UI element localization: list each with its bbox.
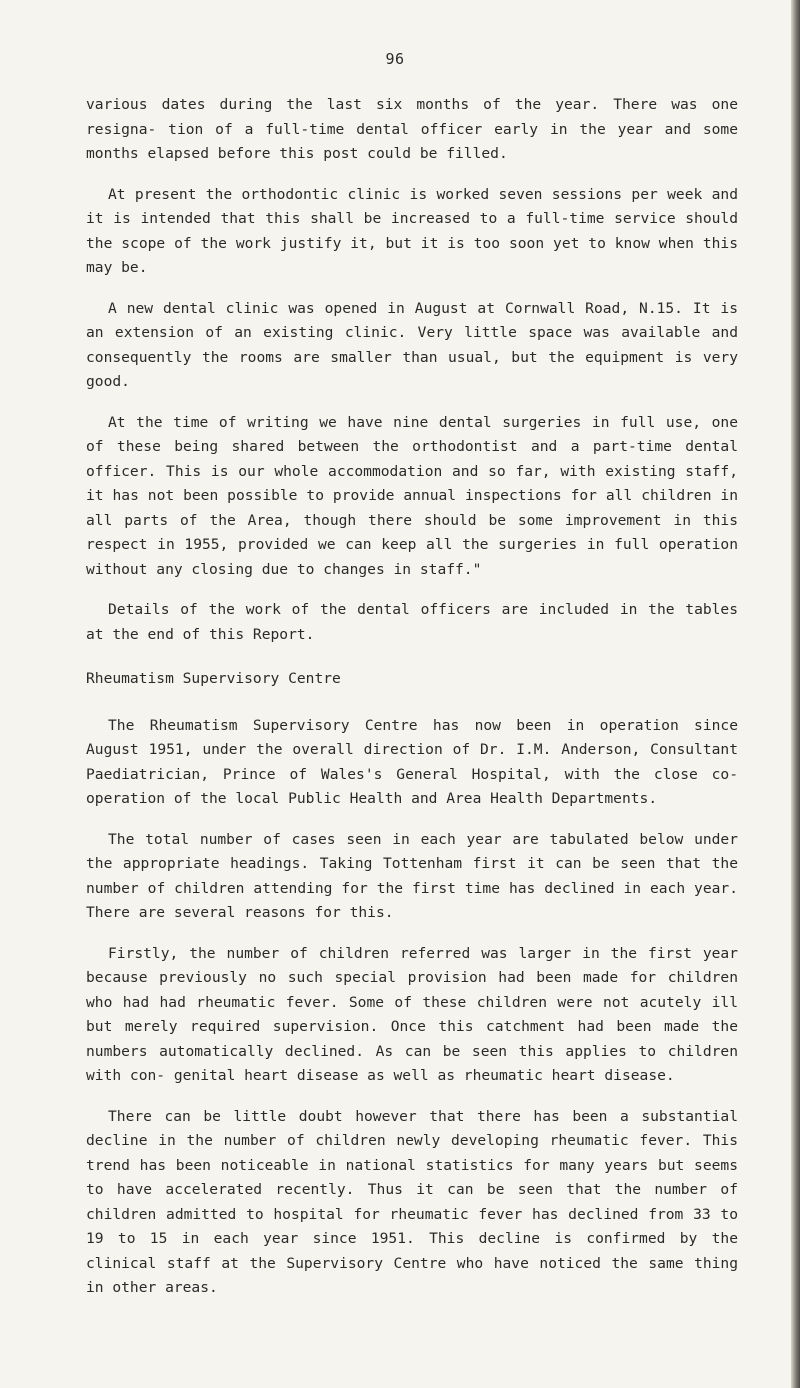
- section-heading: Rheumatism Supervisory Centre: [86, 670, 341, 687]
- paragraph-new-dental-clinic: A new dental clinic was opened in August at Cornwall Road, N.15. It is an extension of an existing clinic. Very little space was available and consequently the rooms are smaller than usual, but the equipment is very good.: [86, 299, 738, 390]
- paragraph-firstly: Firstly, the number of children referred was larger in the first year because previously no such special provision had been made for children who had had rheumatic fever. Some of these children were not acutely ill but merely required supervision. Once this catchment had been made the numbers automatically declined. As can be seen this applies to children with con- genital heart disease as well as rheumatic heart disease.: [86, 944, 738, 1084]
- body-text: [86, 93, 738, 1317]
- paragraph-continuation: various dates during the last six months of the year. There was one resigna- tion of a full-time dental officer early in the year and some months elapsed before this post could be filled.: [86, 96, 738, 162]
- page-number: 96: [385, 50, 405, 68]
- paragraph-decline: There can be little doubt however that there has been a substantial decline in the number of children newly developing rheumatic fever. This trend has been noticeable in national statistics for many years but seems to have accelerated recently. Thus it can be seen that the number of children admitted to hospital for rheumatic fever has declined from 33 to 19 to 15 in each year since 1951. This decline is confirmed by the clinical staff at the Supervisory Centre who have noticed the same thing in other areas.: [86, 1107, 738, 1296]
- paragraph-dental-officers-details: Details of the work of the dental officers are included in the tables at the end of this Report.: [86, 601, 738, 643]
- page-edge: [791, 0, 800, 1388]
- paragraph-total-cases: The total number of cases seen in each year are tabulated below under the appropriate headings. Taking Tottenham first it can be seen that the number of children attending for the first time has declined in each year. There are several reasons for this.: [86, 830, 738, 921]
- paragraph-rheumatism-centre: The Rheumatism Supervisory Centre has now been in operation since August 1951, under the overall direction of Dr. I.M. Anderson, Consultant Paediatrician, Prince of Wales's General Hospital, with the close co-operation of the local Public Health and Area Health Departments.: [86, 716, 738, 807]
- paragraph-orthodontic-clinic: At present the orthodontic clinic is worked seven sessions per week and it is intended that this shall be increased to a full-time service should the scope of the work justify it, but it is too soon yet to know when this may be.: [86, 185, 738, 276]
- paragraph-dental-surgeries: At the time of writing we have nine dental surgeries in full use, one of these being shared between the orthodontist and a part-time dental officer. This is our whole accommodation and so far, with existing staff, it has not been possible to provide annual inspections for all children in all parts of the Area, though there should be some improvement in this respect in 1955, provided we can keep all the surgeries in full operation without any closing due to changes in staff.": [86, 413, 738, 578]
